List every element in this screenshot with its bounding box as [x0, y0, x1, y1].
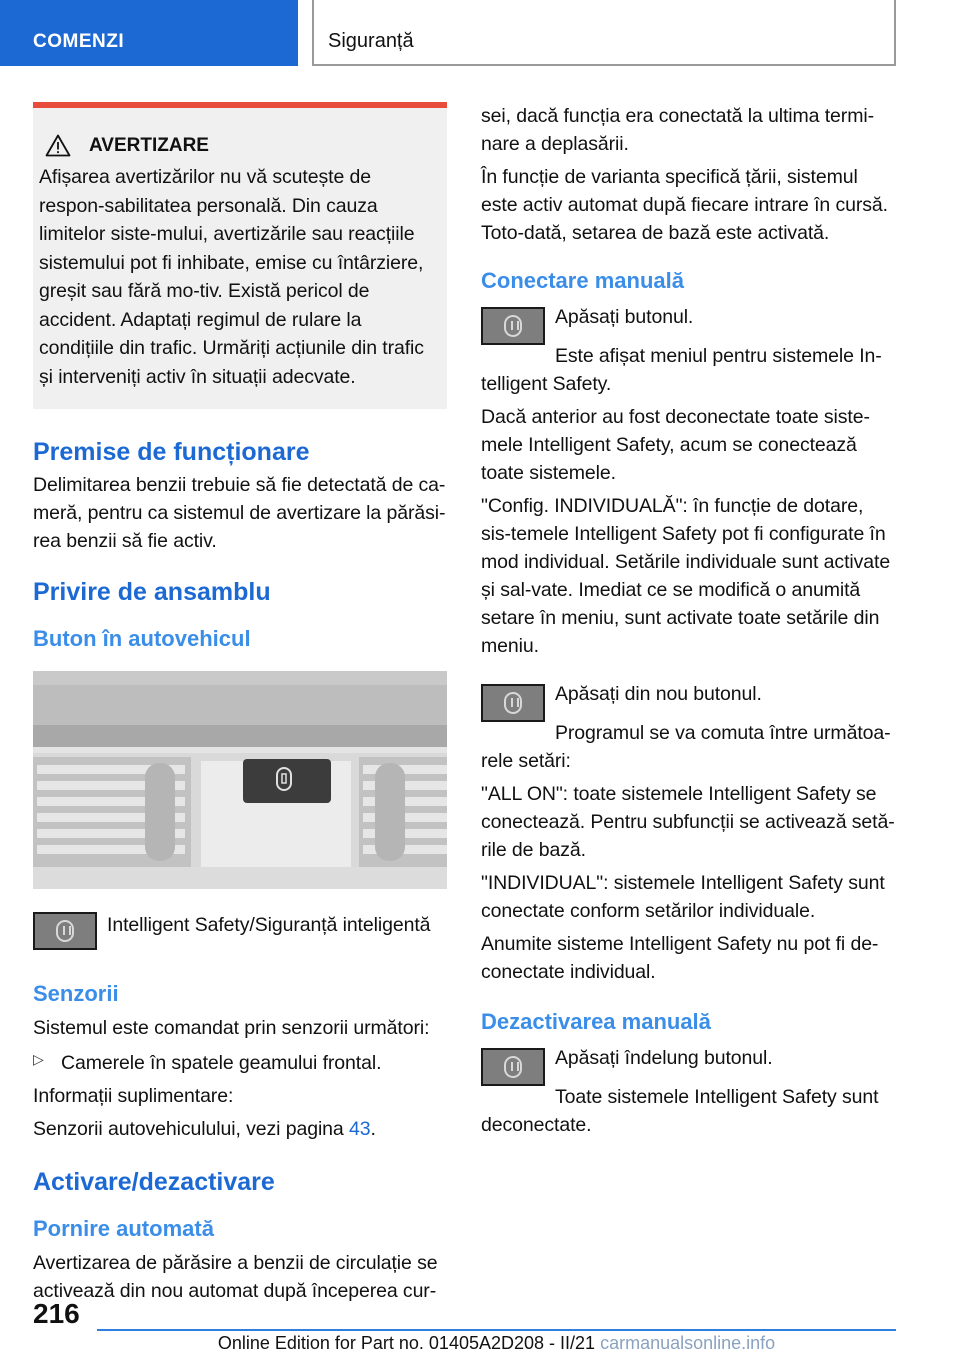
- step-long-press: [481, 1044, 896, 1086]
- paragraph-previously-off: Dacă anterior au fost deconectate toate siste-mele Intelligent Safety, acum se conectează toate sistemele.: [481, 406, 870, 484]
- paragraph-config-individual: "Config. INDIVIDUALĂ": în funcție de dotare, sis-temele Intelligent Safety pot fi configurate în mod individual. Setările individuale sunt activate și sal-vate. Imediat ce se modifică o anumită setare în meniu, sunt activate toate setările din meniu.: [481, 495, 891, 657]
- warning-title: AVERTIZARE: [89, 134, 209, 156]
- button-caption-row: [33, 911, 447, 950]
- bullet-triangle-icon: ▷: [33, 1051, 44, 1067]
- step1-result: Este afișat meniul pentru sistemele In-telligent Safety.: [481, 345, 882, 395]
- header-chapter-label: Siguranță: [328, 30, 414, 52]
- paragraph-auto-start: Avertizarea de părăsire a benzii de circulație se activează din nou automat după începerea cur-: [33, 1252, 438, 1302]
- paragraph-reference: [33, 1115, 447, 1143]
- paragraph-all-on: "ALL ON": toate sistemele Intelligent Safety se conectează. Pentru subfuncții se activează setă-rile de bază.: [481, 783, 895, 861]
- paragraph-country-variant: În funcție de varianta specifică țării, sistemul este activ automat după fiecare intrare în cursă. Toto-dată, setarea de bază este activată.: [481, 166, 888, 244]
- heading-sensors: Senzorii: [33, 981, 119, 1006]
- heading-manual-on: Conectare manuală: [481, 268, 684, 293]
- page-43-link[interactable]: 43: [348, 1118, 371, 1140]
- footer-edition-text: Online Edition for Part no. 01405A2D208 - II/21: [217, 1333, 596, 1353]
- step2-action: Apăsați din nou butonul.: [555, 683, 762, 705]
- warning-triangle-icon: [45, 134, 71, 157]
- intelligent-safety-button-icon: [33, 912, 97, 950]
- intelligent-safety-button-icon: [481, 684, 545, 722]
- header-section-tab: [0, 0, 298, 66]
- intelligent-safety-button-icon: [481, 307, 545, 345]
- heading-activation: Activare/dezactivare: [33, 1168, 275, 1196]
- footer-watermark: carmanualsonline.info: [600, 1333, 776, 1353]
- paragraph-more-info: Informații suplimentare:: [33, 1085, 234, 1107]
- heading-premise: Premise de funcționare: [33, 438, 310, 466]
- footer-edition: [97, 1333, 896, 1354]
- reference-text: Senzorii autovehiculului, vezi pagina: [33, 1118, 349, 1140]
- bullet-item-camera: [33, 1049, 447, 1082]
- heading-overview: Privire de ansamblu: [33, 578, 271, 606]
- paragraph-continuation: sei, dacă funcția era conectată la ultima termi-nare a deplasării.: [481, 105, 874, 155]
- warning-title-row: [39, 134, 438, 157]
- bullet-camera-text: Camerele în spatele geamului frontal.: [61, 1052, 382, 1074]
- step1-action: Apăsați butonul.: [555, 306, 694, 328]
- button-caption: Intelligent Safety/Siguranță inteligentă: [107, 914, 431, 936]
- dashboard-button-photo: [33, 671, 447, 889]
- step3-action: Apăsați îndelung butonul.: [555, 1047, 773, 1069]
- step2-result: Programul se va comuta între următoa-rele setări:: [481, 722, 891, 772]
- paragraph-individual: "INDIVIDUAL": sistemele Intelligent Safety sunt conectate conform setărilor individuale.: [481, 872, 885, 922]
- heading-button-in-vehicle: Buton în autovehicul: [33, 626, 251, 651]
- heading-auto-start: Pornire automată: [33, 1216, 214, 1241]
- paragraph-premise: Delimitarea benzii trebuie să fie detectată de ca-meră, pentru ca sistemul de avertizare la părăsi-rea benzii să fie activ.: [33, 474, 446, 552]
- warning-box: [33, 102, 447, 409]
- step-press-again: [481, 680, 896, 722]
- warning-text: Afișarea avertizărilor nu vă scutește de respon-sabilitatea personală. Din cauza limitelor siste-mului, avertizările sau reacțiile sistemului pot fi inhibate, emise cu întârziere, greșit sau fără mo-tiv. Există pericol de accident. Adaptați regimul de rulare la condițiile din trafic. Urmăriți acțiunile din trafic și interveniți activ în situații adecvate.: [39, 166, 424, 388]
- step-press-button: [481, 303, 896, 345]
- heading-manual-off: Dezactivarea manuală: [481, 1009, 711, 1034]
- reference-end: .: [370, 1118, 376, 1140]
- footer-divider: [97, 1329, 896, 1331]
- left-column: [33, 102, 447, 1310]
- step3-result: Toate sistemele Intelligent Safety sunt deconectate.: [481, 1086, 879, 1136]
- paragraph-sensors: Sistemul este comandat prin senzorii următori:: [33, 1017, 430, 1039]
- paragraph-some-systems: Anumite sisteme Intelligent Safety nu pot fi de-conectate individual.: [481, 933, 879, 983]
- intelligent-safety-button-icon: [481, 1048, 545, 1086]
- page-number: 216: [33, 1298, 80, 1329]
- header-chapter-box: [312, 0, 896, 66]
- header-section-label: COMENZI: [33, 31, 125, 52]
- right-column: [481, 102, 896, 1144]
